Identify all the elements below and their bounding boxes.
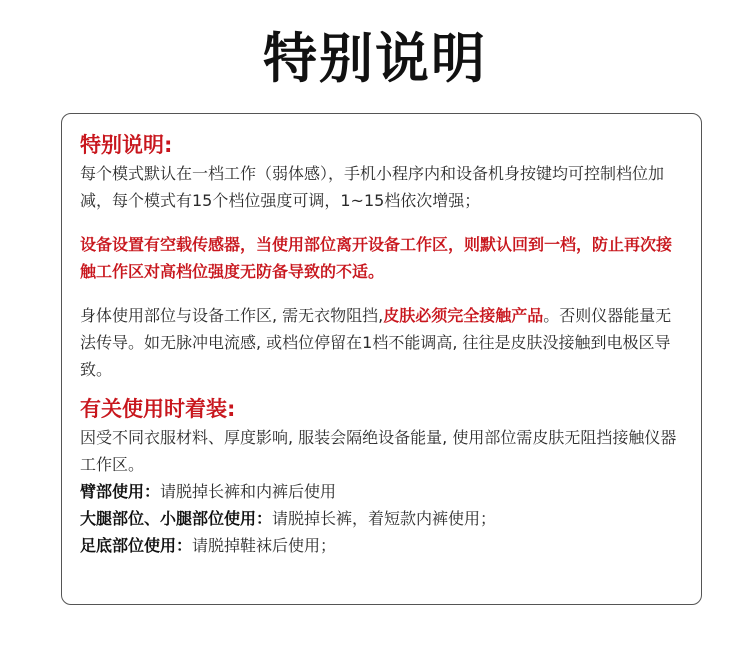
page-title: 特别说明 <box>263 27 487 90</box>
attire-heading: 有关使用时着装: <box>80 397 236 421</box>
contact-note-part2: 。否则仪器能量无法传导。如无脉冲电流感, 或档位停留在1档不能调高, 往往是皮肤没接触到电极区导致。 <box>80 306 672 379</box>
attire-item-label: 臂部使用： <box>80 482 161 501</box>
attire-item-text: 请脱掉长裤和内裤后使用 <box>160 482 337 501</box>
attire-description: 因受不同衣服材料、厚度影响, 服装会隔绝设备能量, 使用部位需皮肤无阻挡接触仪器工作区。 <box>80 428 677 474</box>
attire-item-label: 足底部位使用： <box>80 536 193 555</box>
attire-item-feet <box>80 532 683 559</box>
special-notes-heading: 特别说明: <box>80 133 173 157</box>
mode-description: 每个模式默认在一档工作（弱体感），手机小程序内和设备机身按键均可控制档位加减，每个模式有15个档位强度可调，1~15档依次增强； <box>80 164 665 210</box>
attire-item-text: 请脱掉鞋袜后使用； <box>192 536 337 555</box>
attire-item-label: 大腿部位、小腿部位使用： <box>80 509 273 528</box>
attire-item-text: 请脱掉长裤，着短款内裤使用； <box>272 509 497 528</box>
sensor-warning: 设备设置有空载传感器，当使用部位离开设备工作区，则默认回到一档，防止再次接触工作区对高档位强度无防备导致的不适。 <box>80 235 673 281</box>
contact-note-highlight: 皮肤必须完全接触产品 <box>383 306 544 325</box>
notice-card <box>61 113 702 605</box>
contact-note <box>80 302 683 383</box>
attire-item-arm <box>80 478 683 505</box>
attire-item-legs <box>80 505 683 532</box>
contact-note-part1: 身体使用部位与设备工作区, 需无衣物阻挡, <box>80 306 384 325</box>
